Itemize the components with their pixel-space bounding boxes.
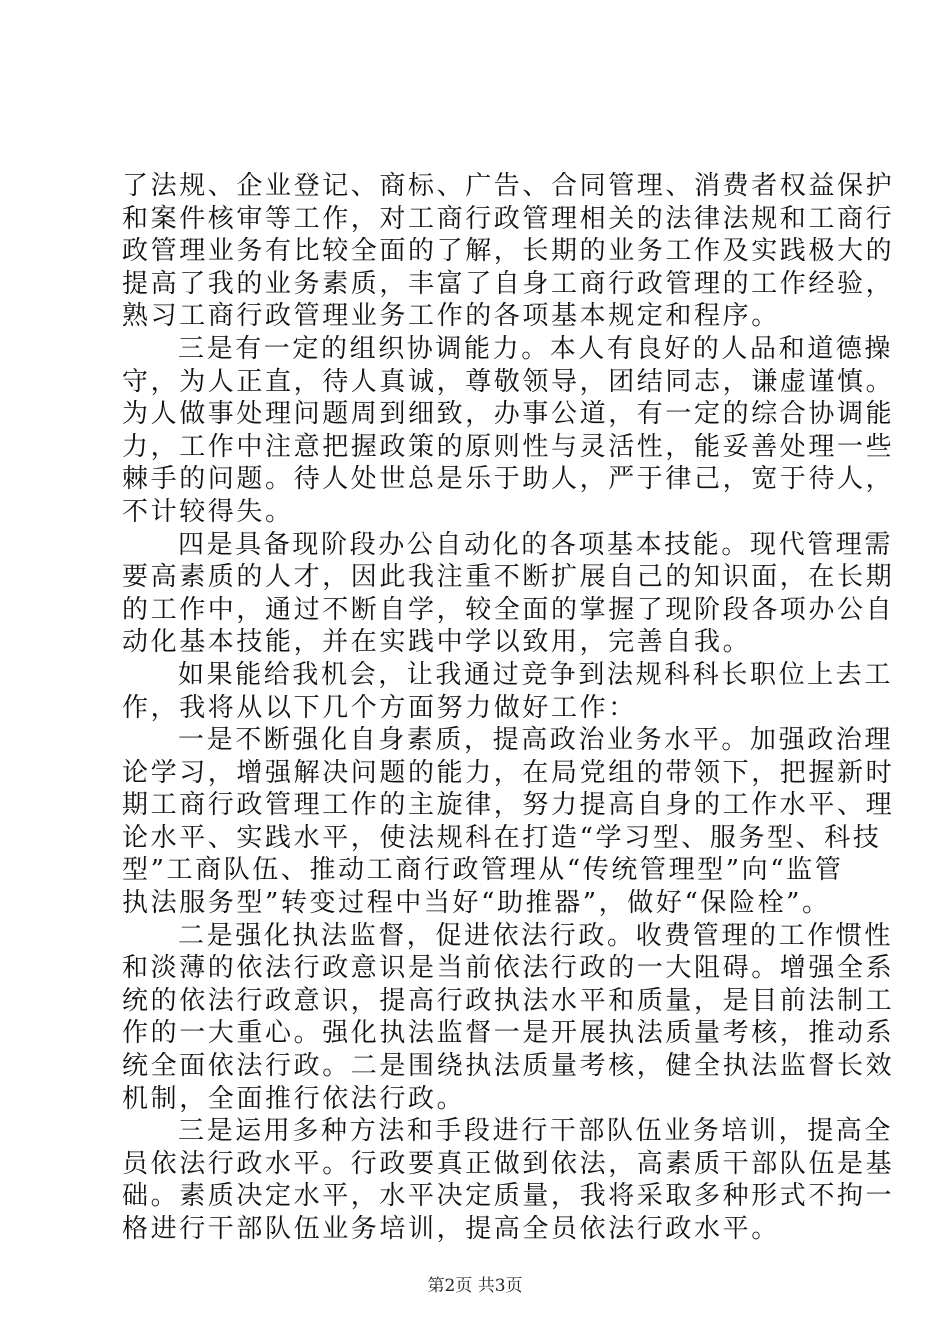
text-line: 政管理业务有比较全面的了解，长期的业务工作及实践极大的 xyxy=(122,236,895,267)
text-line: 执法服务型”转变过程中当好“助推器”，做好“保险栓”。 xyxy=(122,888,831,919)
text-line: 础。素质决定水平，水平决定质量，我将采取多种形式不拘一 xyxy=(122,1181,895,1212)
text-line: 型”工商队伍、推动工商行政管理从“传统管理型”向“监管 xyxy=(122,855,844,886)
text-line: 统的依法行政意识，提高行政执法水平和质量，是目前法制工 xyxy=(122,985,895,1016)
paragraph-start-line: 二是强化执法监督，促进依法行政。收费管理的工作惯性 xyxy=(178,920,894,951)
paragraph-start-line: 一是不断强化自身素质，提高政治业务水平。加强政治理 xyxy=(178,725,894,756)
page-number-footer: 第2页 共3页 xyxy=(427,1276,523,1296)
text-line: 机制，全面推行依法行政。 xyxy=(122,1083,466,1114)
text-line: 力，工作中注意把握政策的原则性与灵活性，能妥善处理一些 xyxy=(122,431,895,462)
text-line: 了法规、企业登记、商标、广告、合同管理、消费者权益保护 xyxy=(122,171,895,201)
text-line: 的工作中，通过不断自学，较全面的掌握了现阶段各项办公自 xyxy=(122,594,895,625)
paragraph-start-line: 如果能给我机会，让我通过竞争到法规科科长职位上去工 xyxy=(178,659,894,690)
text-line: 论学习，增强解决问题的能力，在局党组的带领下，把握新时 xyxy=(122,757,895,788)
text-line: 格进行干部队伍业务培训，提高全员依法行政水平。 xyxy=(122,1214,780,1244)
text-line: 棘手的问题。待人处世总是乐于助人，严于律己，宽于待人， xyxy=(122,464,895,495)
text-line: 和淡薄的依法行政意识是当前依法行政的一大阻碍。增强全系 xyxy=(122,953,895,984)
text-line: 作，我将从以下几个方面努力做好工作： xyxy=(122,692,637,723)
text-line: 提高了我的业务素质，丰富了自身工商行政管理的工作经验， xyxy=(122,268,895,299)
document-body xyxy=(122,170,895,1246)
paragraph-start-line: 三是有一定的组织协调能力。本人有良好的人品和道德操 xyxy=(178,333,894,364)
text-line: 期工商行政管理工作的主旋律，努力提高自身的工作水平、理 xyxy=(122,790,895,821)
text-line: 作的一大重心。强化执法监督一是开展执法质量考核，推动系 xyxy=(122,1018,895,1049)
text-line: 员依法行政水平。行政要真正做到依法，高素质干部队伍是基 xyxy=(122,1148,895,1179)
text-line: 为人做事处理问题周到细致，办事公道，有一定的综合协调能 xyxy=(122,399,895,430)
text-line: 和案件核审等工作，对工商行政管理相关的法律法规和工商行 xyxy=(122,203,895,234)
text-line: 动化基本技能，并在实践中学以致用，完善自我。 xyxy=(122,627,752,658)
text-line: 不计较得失。 xyxy=(122,496,294,527)
paragraph-start-line: 三是运用多种方法和手段进行干部队伍业务培训，提高全 xyxy=(178,1116,894,1147)
text-line: 熟习工商行政管理业务工作的各项基本规定和程序。 xyxy=(122,301,780,332)
text-line: 要高素质的人才，因此我注重不断扩展自己的知识面，在长期 xyxy=(122,562,895,593)
text-line: 论水平、实践水平，使法规科在打造“学习型、服务型、科技 xyxy=(122,822,882,853)
paragraph-start-line: 四是具备现阶段办公自动化的各项基本技能。现代管理需 xyxy=(178,529,894,560)
text-line: 统全面依法行政。二是围绕执法质量考核，健全执法监督长效 xyxy=(122,1051,895,1082)
text-line: 守，为人正直，待人真诚，尊敬领导，团结同志，谦虚谨慎。 xyxy=(122,366,895,397)
